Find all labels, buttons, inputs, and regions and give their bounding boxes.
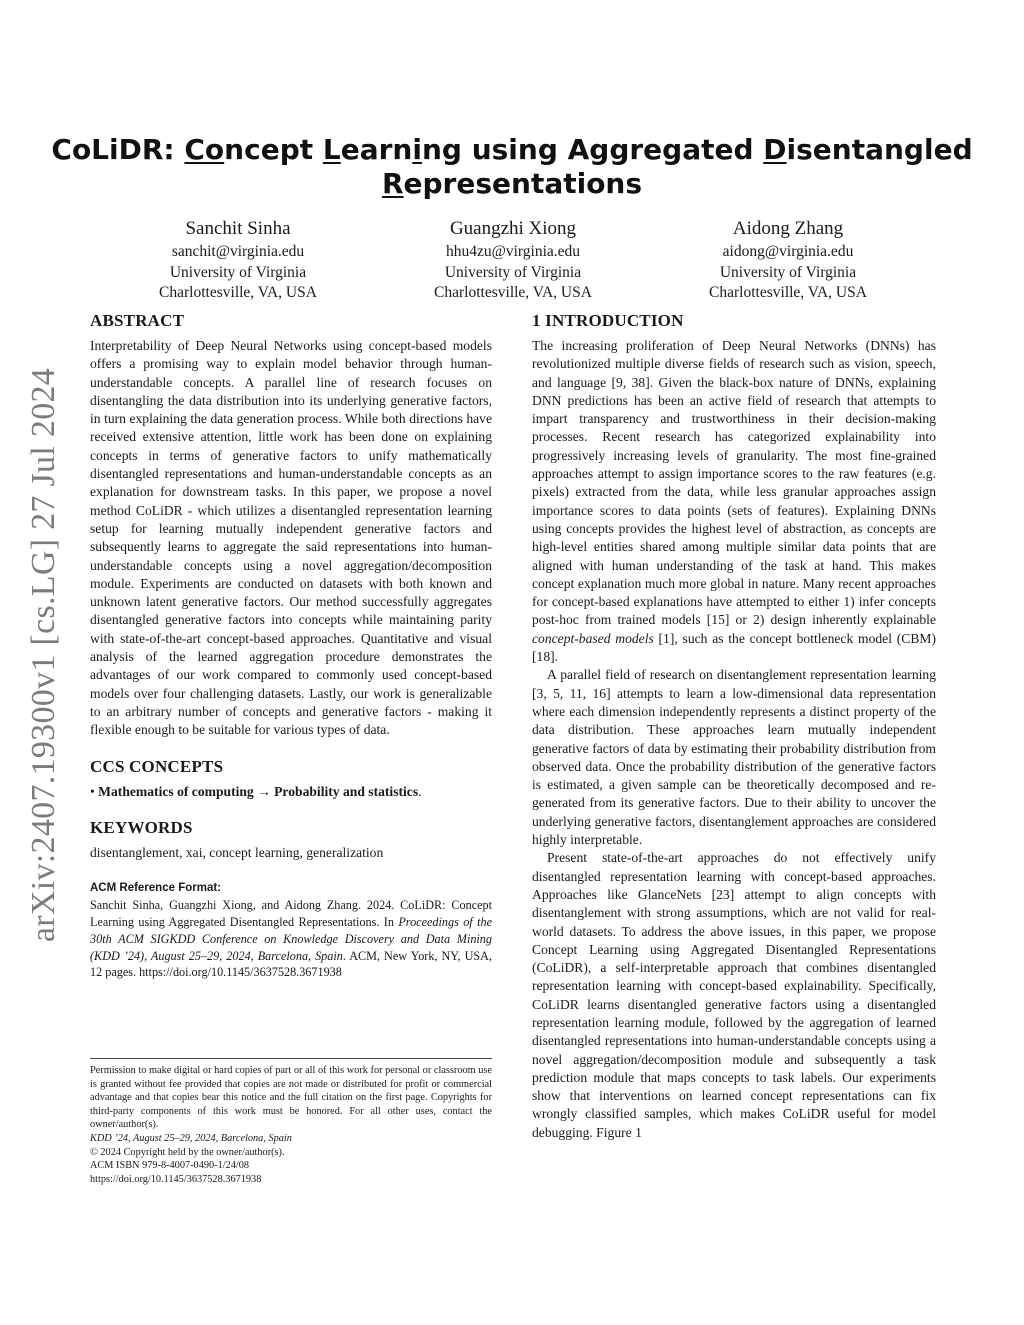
author-name: Guangzhi Xiong bbox=[449, 218, 577, 239]
ccs-section bbox=[90, 756, 492, 801]
footer-isbn: ACM ISBN 979-8-4007-0490-1/24/08 bbox=[90, 1160, 250, 1172]
author-affiliation: University of Virginia bbox=[719, 263, 857, 281]
intro-paragraph-1: The increasing proliferation of Deep Neural Networks (DNNs) has revolutionized multiple diverse fields of research such as vision, speech, and language [9, 38]. Given the black-box nature of DNNs, explaining DNN predictions has been an active field of research that attempts to impart transparency and trustworthiness in their decision-making processes. Recent research has categorized explainability into progressively increasing levels of granularity. The most fine-grained approaches attempt to assign importance scores to the raw features (e.g. pixels) extracted from the data, while less granular approaches assign importance scores to data points (sets of features). Explaining DNNs using concepts provides the highest level of abstraction, as concepts are high-level entities shared among multiple similar data points that are aligned with human understanding of the task at hand. This makes concept explanation much more global in nature. Many recent approaches for concept-based explanations have attempted to either 1) infer concepts post-hoc from trained models [15] or 2) design inherently explainable concept-based models [1], such as the concept bottleneck model (CBM) [18]. bbox=[532, 338, 936, 665]
author-email: aidong@virginia.edu bbox=[722, 243, 854, 260]
author-email: sanchit@virginia.edu bbox=[171, 243, 305, 260]
left-column bbox=[90, 310, 492, 981]
acm-reference-heading: ACM Reference Format: bbox=[90, 882, 221, 895]
footer-copyright: © 2024 Copyright held by the owner/author(s). bbox=[90, 1146, 285, 1158]
footer-venue: KDD ’24, August 25–29, 2024, Barcelona, Spain bbox=[90, 1132, 292, 1144]
arxiv-stamp-text: arXiv:2407.19300v1 [cs.LG] 27 Jul 2024 bbox=[25, 367, 62, 943]
keywords-heading: KEYWORDS bbox=[90, 817, 193, 837]
abstract-heading: ABSTRACT bbox=[90, 311, 185, 330]
permission-notice: Permission to make digital or hard copies of part or all of this work for personal or classroom use is granted without fee provided that copies are not made or distributed for profit or commercial advantage and that copies bear this notice and the full citation on the first page. Copyrights for third-party components of this work must be honored. For all other uses, contact the owner/author(s). bbox=[90, 1065, 492, 1131]
author-3 bbox=[638, 216, 938, 304]
copyright-footer bbox=[90, 1058, 492, 1186]
author-1 bbox=[88, 216, 388, 304]
author-affiliation: University of Virginia bbox=[169, 263, 307, 281]
intro-paragraph-2: A parallel field of research on disentanglement representation learning [3, 5, 11, 16] attempts to learn a low-dimensional data representation where each dimension independently represents a distinct property of the data distribution. These approaches learn mutually independent generative factors of data by estimating their probability distribution from observed data. Once the probability distribution of the generative factors is estimated, a given sample can be theoretically decomposed and re-generated from its generative factors. Due to their ability to uncover the underlying generative factors, disentanglement approaches are considered highly interpretable. bbox=[532, 667, 936, 848]
author-location: Charlottesville, VA, USA bbox=[709, 284, 867, 301]
keywords-text: disentanglement, xai, concept learning, generalization bbox=[90, 844, 384, 860]
introduction-heading: 1 INTRODUCTION bbox=[532, 311, 684, 330]
author-email: hhu4zu@virginia.edu bbox=[445, 243, 581, 260]
author-name: Sanchit Sinha bbox=[185, 218, 291, 239]
author-name: Aidong Zhang bbox=[732, 218, 844, 239]
arxiv-stamp bbox=[25, 367, 62, 943]
ccs-item: • Mathematics of computing → Probability and statistics. bbox=[90, 783, 422, 799]
acm-reference-text: Sanchit Sinha, Guangzhi Xiong, and Aidong Zhang. 2024. CoLiDR: Concept Learning using Aggregated Disentangled Representations. In Proceedings of the 30th ACM SIGKDD Conference on Knowledge Discovery and Data Mining (KDD ’24), August 25–29, 2024, Barcelona, Spain. ACM, New York, NY, USA, 12 pages. https://doi.org/10.1145/3637528.3671938 bbox=[90, 898, 492, 980]
ccs-heading: CCS CONCEPTS bbox=[90, 756, 224, 776]
abstract-text: Interpretability of Deep Neural Networks using concept-based models offers a promising way to explain model behavior through human-understandable concepts. A parallel line of research focuses on disentangling the data distribution into its underlying generative factors, in turn explaining the data generation process. While both directions have received extensive attention, little work has been done on explaining concepts in terms of generative factors to unify mathematically disentangled representations and human-understandable concepts as an explanation for downstream tasks. In this paper, we propose a novel method CoLiDR - which utilizes a disentangled representation learning setup for learning mutually independent generative factors and subsequently learns to aggregate the said representations into human-understandable concepts using a novel aggregation/decomposition module. Experiments are conducted on datasets with both known and unknown latent generative factors. Our method successfully aggregates disentangled generative factors into concepts while maintaining parity with state-of-the-art concept-based approaches. Quantitative and visual analysis of the learned aggregation procedure demonstrates the advantages of our work compared to commonly used concept-based models over four challenging datasets. Lastly, our work is generalizable to an arbitrary number of concepts and generative factors - making it flexible enough to be suitable for various types of data. bbox=[90, 338, 492, 738]
paper-title: CoLiDR: Concept Learning using Aggregated Disentangled Representations bbox=[51, 133, 973, 200]
author-affiliation: University of Virginia bbox=[444, 263, 582, 281]
author-2 bbox=[363, 216, 663, 304]
author-location: Charlottesville, VA, USA bbox=[159, 284, 317, 301]
author-location: Charlottesville, VA, USA bbox=[434, 284, 592, 301]
footer-doi: https://doi.org/10.1145/3637528.3671938 bbox=[90, 1173, 262, 1185]
intro-paragraph-3: Present state-of-the-art approaches do not effectively unify disentangled representation learning with concept-based approaches. Approaches like GlanceNets [23] attempt to align concepts with disentanglement with strong assumptions, which are not valid for real-world datasets. To address the above issues, in this paper, we propose Concept Learning using Aggregated Disentangled Representations (CoLiDR), a self-interpretable approach that combines disentangled representation learning with concept-based explainability. Specifically, CoLiDR learns disentangled generative factors using a disentangled representation learning module, followed by the aggregation of learned disentangled representations into human-understandable concepts using a novel aggregation/decomposition module and subsequently a task prediction module that maps concepts to task labels. Our experiments show that interventions on learned concept representations can fix wrongly classified samples, which makes CoLiDR useful for model debugging. Figure 1 bbox=[532, 850, 936, 1140]
keywords-section bbox=[90, 817, 492, 862]
right-column bbox=[532, 310, 936, 1142]
